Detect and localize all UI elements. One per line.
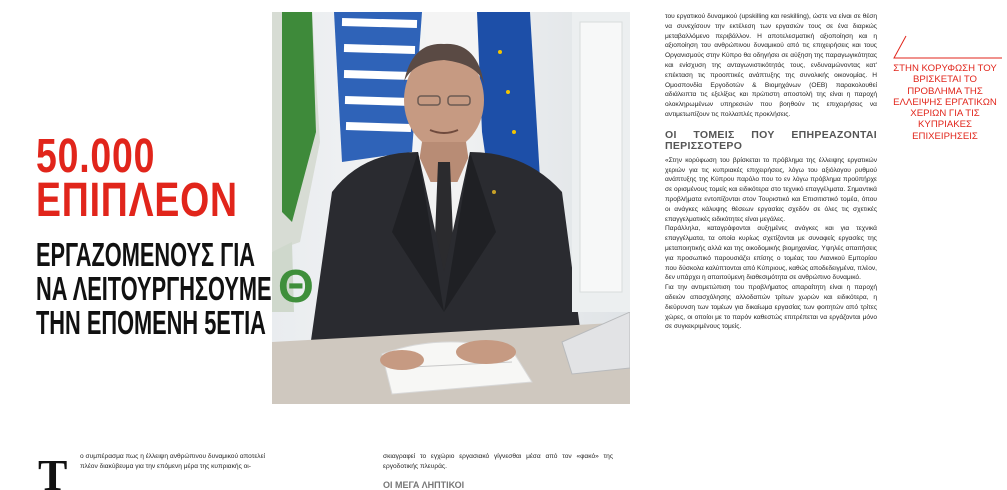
headline-number: 50.000 bbox=[36, 130, 156, 183]
article-column-3 bbox=[665, 12, 877, 332]
section-subheading-2: ΟΙ ΜΕΓΑ ΛΗΠΤΙΚΟΙ bbox=[383, 480, 465, 490]
headline-red-word: ΕΠΙΠΛΕΟΝ bbox=[36, 174, 238, 227]
svg-text:Θ: Θ bbox=[278, 260, 314, 312]
paragraph: Παράλληλα, καταγράφονται αυξημένες ανάγκες και για τεχνικά επαγγέλματα, τα οποία κυρίως σχετίζονται με συναφείς εργασίες της μεταποιητικής αλλά και της οικοδομικής βιομηχανίας. Υψηλές απαιτήσεις για προσωπικό παρουσιάζει επίσης ο τομέας του Λιανικού Εμπορίου που δύσκολα καλύπτονται από Κύπριους, καθώς αποδεδειγμένα, πλέον, δεν υπάρχει η απαιτούμενη διαθεσιμότητα σε ανθρώπινο δυναμικό. bbox=[665, 225, 877, 282]
paragraph: του εργατικού δυναμικού (upskilling και reskilling), ώστε να είναι σε θέση να συνεχίσουν την εκτέλεση των εργασιών τους σε ένα διαρκώς μεταβαλλόμενο περιβάλλον. Η αποτελεσματική αξιοποίηση και η αξιοποίηση του ανθρώπινου δυναμικού από τις επιχειρήσεις και τους Οργανισμούς στην Κύπρο θα οδηγήσει σε αύξηση της παραγωγικότητας και ενίσχυση της ανταγωνιστικότητάς τους, ενδυναμώνοντας κατ' επέκταση τις προοπτικές ανάπτυξης της συνολικής οικονομίας. Η Ομοσπονδία Εργοδοτών & Βιομηχάνων (ΟΕΒ) παρακολουθεί αδιάλειπτα τις εξελίξεις και πρώτιστη αποστολή της είναι η παροχή ολοκληρωμένων υπηρεσιών που βοηθούν τις επιχειρήσεις να αντιμετωπίζουν τις πολλαπλές προκλήσεις. bbox=[665, 13, 877, 118]
pull-quote: ΣΤΗΝ ΚΟΡΥΦΩΣΗ ΤΟΥ ΒΡΙΣΚΕΤΑΙ ΤΟ ΠΡΟΒΛΗΜΑ ΤΗΣ ΕΛΛΕΙΨΗΣ ΕΡΓΑΤΙΚΩΝ ΧΕΡΙΩΝ ΓΙΑ ΤΙΣ ΚΥΠΡΙΑΚΕΣ ΕΠΙΧΕΙΡΗΣΕΙΣ bbox=[893, 63, 997, 142]
article-column-2 bbox=[383, 452, 613, 472]
article-column-1 bbox=[80, 452, 265, 472]
headline-line-1: ΕΡΓΑΖΟΜΕΝΟΥΣ ΓΙΑ bbox=[36, 236, 256, 273]
portrait-photo bbox=[272, 12, 630, 404]
paragraph: σκιαγραφεί το εγχώριο εργασιακό γίγνεσθαι μέσα από τον «φακό» της εργοδοτικής πλευράς. bbox=[383, 453, 613, 470]
pull-quote-rule bbox=[892, 34, 1002, 60]
headline-line-2: ΝΑ ΛΕΙΤΟΥΡΓΗΣΟΥΜΕ bbox=[36, 270, 272, 307]
portrait-illustration bbox=[272, 12, 630, 404]
paragraph: ο συμπέρασμα πως η έλλειψη ανθρώπινου δυναμικού αποτελεί πλέον διακύβευμα για την επόμενη μέρα της κυπριακής οι- bbox=[80, 453, 265, 470]
headline-line-3: ΤΗΝ ΕΠΟΜΕΝΗ 5ΕΤΙΑ bbox=[36, 304, 266, 341]
paragraph: Για την αντιμετώπιση του προβλήματος απαραίτητη είναι η παροχή αδειών απασχόλησης αλλοδαπών τρίτων χωρών και ειδικότερα, η διεύρυνση των τομέων για δικαίωμα εργασίας των φοιτητών από τρίτες χώρες, οι οποίοι με το παρόν καθεστώς επιτρέπεται να εργάζονται μόνο σε συγκεκριμένους τομείς. bbox=[665, 284, 877, 331]
drop-cap: Τ bbox=[38, 451, 68, 490]
section-subheading: ΟΙ ΤΟΜΕΙΣ ΠΟΥ ΕΠΗΡΕΑΖΟΝΤΑΙ ΠΕΡΙΣΣΟΤΕΡΟ bbox=[665, 128, 877, 152]
paragraph: «Στην κορύφωση του βρίσκεται το πρόβλημα της έλλειψης εργατικών χεριών για τις κυπριακές επιχειρήσεις, λόγω του αξιόλογου ρυθμού ανάπτυξης της Κύπρου παρόλο που το εν λόγω πρόβλημα προϋπήρχε σε ορισμένους τομείς και ειδικότερα στο τεχνικό επαγγέλματα. Σημαντικά προβλήματα εντοπίζονται στον Τουριστικό και Επισιτιστικό τομέα, όπου οι ανάγκες κάλυψης θέσεων εργασίας σχεδόν σε όλες τις σχετικές επαγγελματικές ειδικότητες είναι μεγάλες. bbox=[665, 156, 877, 223]
